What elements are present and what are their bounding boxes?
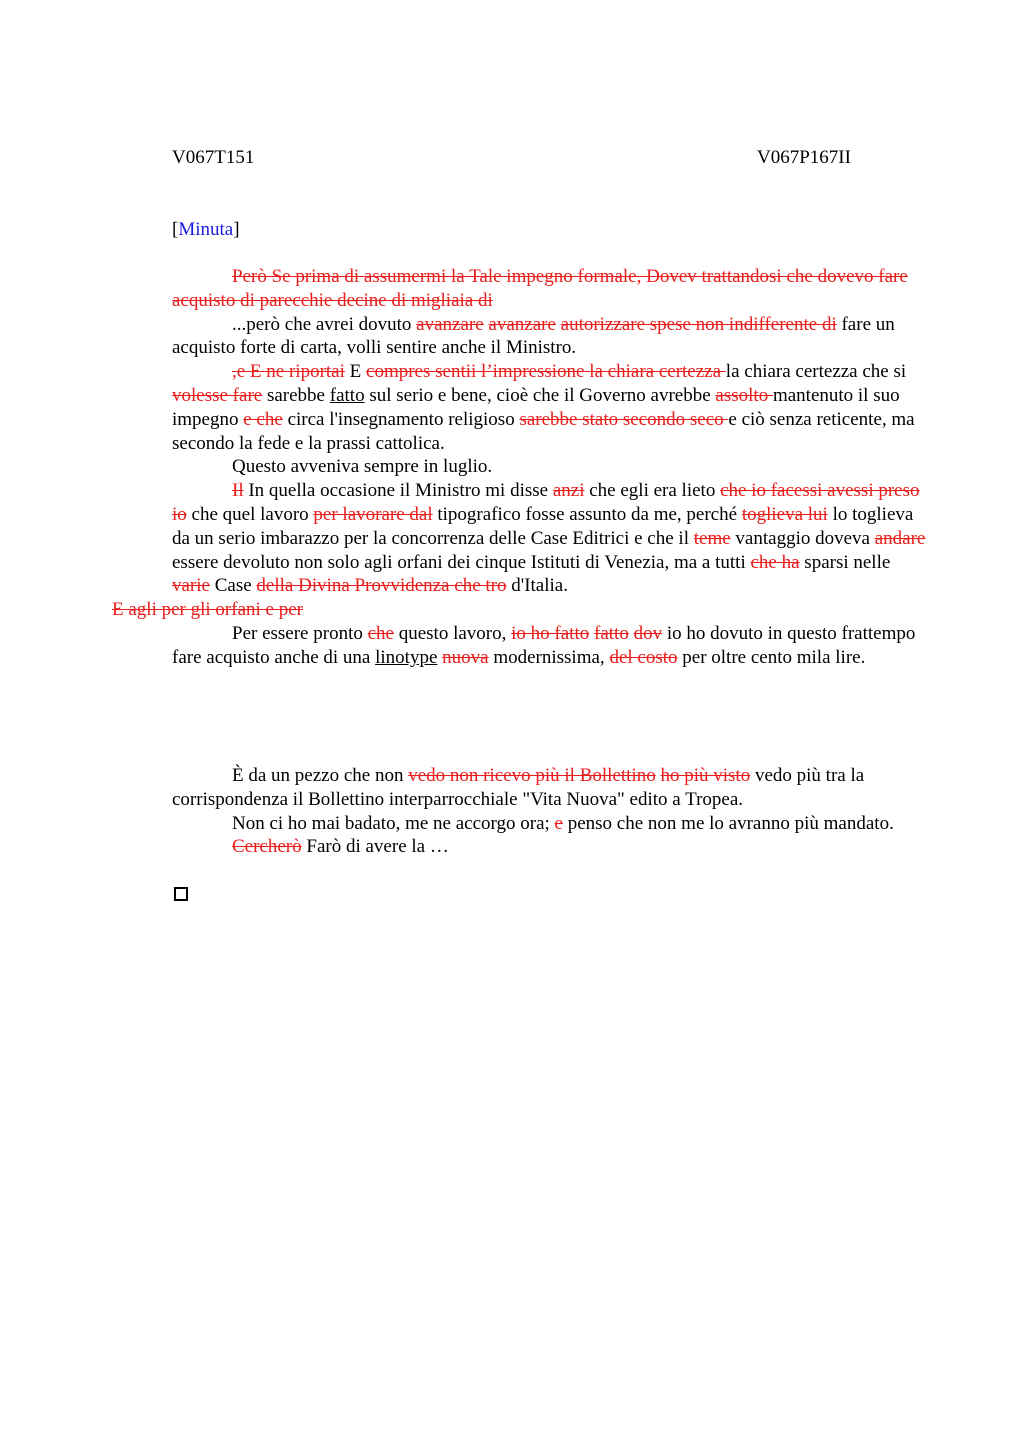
deleted-text: volesse fare	[172, 384, 263, 406]
text-run: mantenuto il suo impegno	[172, 384, 900, 430]
deleted-text: dov	[633, 622, 663, 644]
deleted-text: E agli per gli orfani e per	[112, 599, 303, 621]
text-run: la chiara certezza che si	[725, 361, 907, 383]
deleted-text: autorizzare spese non indifferente di	[560, 313, 837, 335]
deleted-text: assolto	[715, 384, 773, 406]
deleted-text: avanzare	[416, 313, 484, 335]
deleted-text: teme	[693, 527, 731, 549]
paragraph-2	[172, 313, 930, 361]
text-run: sul serio e bene, cioè che il Governo avrebbe	[364, 384, 716, 406]
deleted-text: ,e E ne riportai	[232, 361, 345, 383]
document-code-left: V067T151	[172, 147, 255, 168]
text-run: essere devoluto non solo agli orfani dei cinque Istituti di Venezia, ma a tutti	[172, 551, 751, 573]
text-run: circa l'insegnamento religioso	[282, 408, 520, 430]
paragraph-6	[172, 622, 930, 670]
deleted-text: sarebbe stato secondo seco	[519, 408, 729, 430]
text-run: d'Italia.	[506, 575, 568, 597]
text-run: per oltre cento mila lire.	[677, 646, 866, 668]
paragraph-5	[112, 479, 930, 622]
main-text	[112, 265, 930, 670]
text-run: modernissima,	[488, 646, 610, 668]
text-run: In quella occasione il Ministro mi disse	[243, 480, 553, 502]
deleted-text: ho più visto	[660, 765, 751, 786]
text-run: e ciò senza reticente, ma secondo la fede e la prassi cattolica.	[172, 408, 915, 454]
text-run: vedo più tra la corrispondenza il Bollettino interparrocchiale "Vita Nuova" edito a Tropea.	[172, 765, 865, 810]
deleted-text: io ho fatto	[511, 622, 590, 644]
text-run: vantaggio doveva	[730, 527, 875, 549]
text-run: penso che non me lo avranno più mandato.	[562, 812, 894, 834]
text-run: sarebbe	[262, 384, 330, 406]
deleted-text: e	[554, 812, 563, 834]
deleted-text: nuova	[442, 646, 489, 668]
end-square-icon	[174, 887, 188, 901]
text-run: È da un pezzo che non	[232, 765, 409, 786]
text-run: Per essere pronto	[232, 622, 368, 644]
text-run: Non ci ho mai badato, me ne accorgo ora;	[232, 812, 555, 834]
deleted-text: anzi	[552, 480, 585, 502]
text-run: Questo avveniva sempre in luglio.	[232, 456, 493, 478]
text-run: che egli era lieto	[584, 480, 721, 502]
text-run: questo lavoro,	[393, 622, 512, 644]
text-run: fare un acquisto forte di carta, volli sentire anche il Ministro.	[172, 313, 895, 359]
deleted-text: vedo non ricevo più il Bollettino	[408, 765, 656, 786]
deleted-text: che	[367, 622, 394, 644]
text-run: sparsi nelle	[799, 551, 891, 573]
deleted-text: della Divina Provvidenza che tro	[256, 575, 507, 597]
deleted-text: toglieva lui	[741, 503, 828, 525]
underlined-text: linotype	[375, 646, 438, 668]
document-code-right: V067P167II	[757, 147, 851, 168]
second-section	[172, 764, 930, 859]
text-run: che quel lavoro	[186, 503, 314, 525]
deleted-text: Però Se prima di assumermi la Tale impegno formale, Dovev trattandosi che dovevo fare acquisto di parecchie decine di migliaia di	[172, 266, 908, 311]
deleted-text: Cercherò	[232, 836, 302, 858]
text-run: lo toglieva da un serio imbarazzo per la concorrenza delle Case Editrici e che il	[172, 503, 914, 549]
deleted-text: compres sentii l’impressione la chiara certezza	[366, 361, 726, 383]
deleted-text: e che	[243, 408, 283, 430]
underlined-text: fatto	[329, 384, 365, 406]
minuta-label	[172, 218, 240, 242]
deleted-text: che ha	[750, 551, 800, 573]
paragraph-9	[172, 835, 930, 859]
deleted-text: avanzare	[488, 313, 556, 335]
minuta-open-bracket: [	[172, 219, 179, 240]
paragraph-1	[172, 265, 930, 313]
deleted-text: che io facessi avessi preso io	[172, 480, 920, 525]
text-run: tipografico fosse assunto da me, perché	[432, 503, 742, 525]
minuta-close-bracket: ]	[233, 219, 240, 240]
text-run: Case	[209, 575, 257, 597]
minuta-text: Minuta	[178, 219, 234, 240]
paragraph-8	[172, 812, 930, 836]
deleted-text: andare	[874, 527, 926, 549]
paragraph-7	[172, 764, 930, 812]
text-run: Farò di avere la …	[301, 836, 449, 858]
deleted-text: Il	[232, 480, 244, 502]
deleted-text: varie	[172, 575, 210, 597]
deleted-text: del costo	[609, 646, 678, 668]
deleted-text: per lavorare dal	[313, 503, 433, 525]
deleted-text: fatto	[594, 622, 629, 644]
text-run: io ho dovuto in questo frattempo fare acquisto anche di una	[172, 622, 916, 668]
text-run: ...però che avrei dovuto	[232, 313, 417, 335]
text-run: E	[344, 361, 367, 383]
paragraph-4	[172, 455, 930, 479]
paragraph-3	[172, 360, 930, 455]
